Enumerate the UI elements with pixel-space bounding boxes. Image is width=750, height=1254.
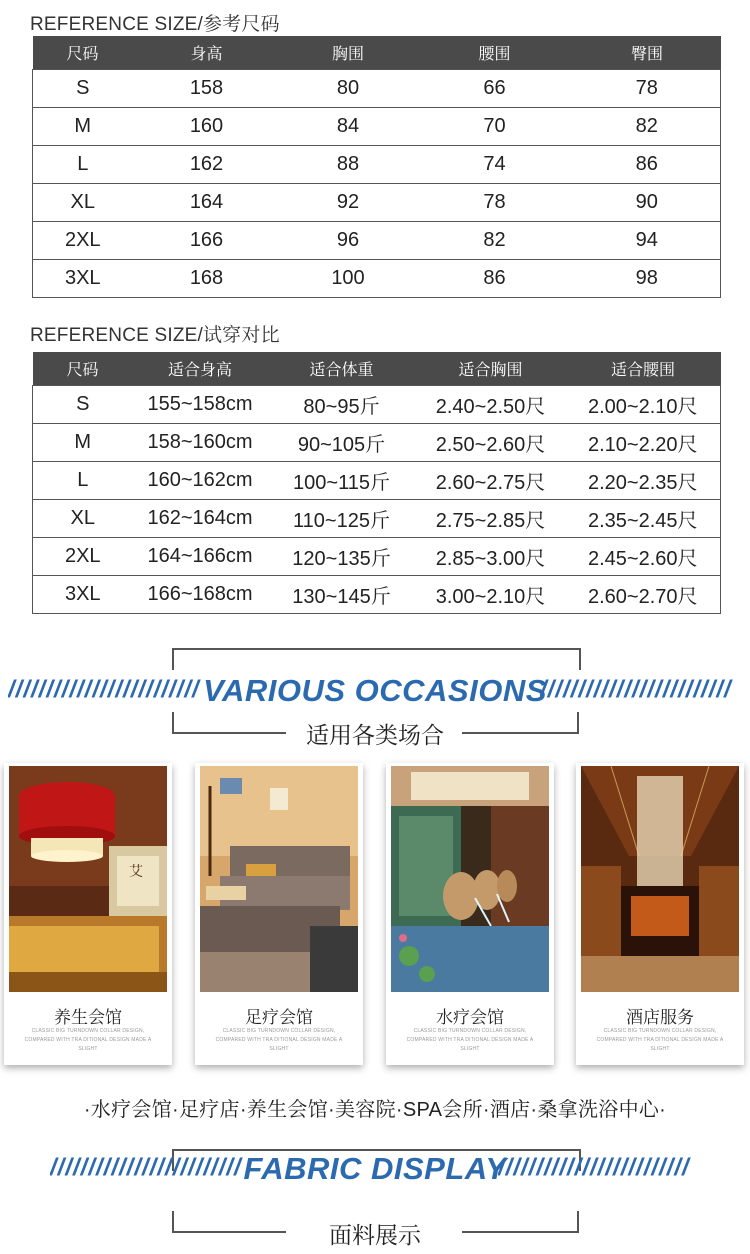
table-cell: 158: [133, 70, 281, 108]
size-chart-table: [32, 36, 721, 298]
size-cell: S: [33, 70, 133, 108]
slash-decoration-left: /////////////////////////: [8, 676, 200, 703]
table-cell: 80: [281, 70, 416, 108]
slash-decoration-right: /////////////////////////: [540, 676, 732, 703]
occasion-card: [195, 763, 363, 1065]
table-cell: 80~95斤: [268, 386, 416, 424]
table-cell: 2.35~2.45尺: [566, 500, 721, 538]
table-row: [33, 500, 721, 538]
table-cell: 166~168cm: [133, 576, 268, 614]
slash-decoration-right: /////////////////////////: [498, 1154, 690, 1181]
header-cell: 适合腰围: [566, 352, 721, 386]
fabric-banner: [0, 1149, 750, 1254]
table-row: [33, 424, 721, 462]
occasion-card: [576, 763, 744, 1065]
table-cell: 2.20~2.35尺: [566, 462, 721, 500]
table-header-row: [33, 36, 721, 70]
table-cell: 2.00~2.10尺: [566, 386, 721, 424]
header-cell: 适合胸围: [416, 352, 566, 386]
table-row: [33, 222, 721, 260]
size-cell: XL: [33, 184, 133, 222]
table-cell: 86: [416, 260, 574, 298]
size-cell: L: [33, 146, 133, 184]
table-cell: 98: [574, 260, 721, 298]
table-cell: 88: [281, 146, 416, 184]
water-spa-photo: [391, 766, 549, 992]
table-cell: 168: [133, 260, 281, 298]
table-header-row: [33, 352, 721, 386]
table-cell: 164~166cm: [133, 538, 268, 576]
hotel-lobby-photo: [581, 766, 739, 992]
table-row: [33, 146, 721, 184]
table-cell: 96: [281, 222, 416, 260]
table-cell: 160~162cm: [133, 462, 268, 500]
size-cell: 2XL: [33, 538, 133, 576]
header-cell: 尺码: [33, 352, 133, 386]
size-cell: XL: [33, 500, 133, 538]
table-cell: 2.45~2.60尺: [566, 538, 721, 576]
table-cell: 162~164cm: [133, 500, 268, 538]
foot-spa-photo: [200, 766, 358, 992]
size-cell: 3XL: [33, 260, 133, 298]
card-caption: 酒店服务: [626, 1008, 694, 1027]
header-cell: 腰围: [416, 36, 574, 70]
table-cell: 70: [416, 108, 574, 146]
table-cell: 2.10~2.20尺: [566, 424, 721, 462]
size-cell: S: [33, 386, 133, 424]
table-row: [33, 386, 721, 424]
table-cell: 2.75~2.85尺: [416, 500, 566, 538]
table-cell: 90~105斤: [268, 424, 416, 462]
table-cell: 3.00~2.10尺: [416, 576, 566, 614]
wellness-room-photo: [9, 766, 167, 992]
table-row: [33, 70, 721, 108]
table-cell: 90: [574, 184, 721, 222]
table-row: [33, 462, 721, 500]
fit-chart-title: REFERENCE SIZE/试穿对比: [30, 325, 280, 346]
table-cell: 120~135斤: [268, 538, 416, 576]
occasion-card: [4, 763, 172, 1065]
table-cell: 82: [574, 108, 721, 146]
table-row: [33, 538, 721, 576]
occasion-cards: [0, 763, 750, 1068]
slash-decoration-left: /////////////////////////: [50, 1154, 242, 1181]
table-cell: 86: [574, 146, 721, 184]
bracket-top: [172, 648, 581, 670]
card-caption: 养生会馆: [54, 1008, 122, 1027]
table-row: [33, 108, 721, 146]
table-cell: 66: [416, 70, 574, 108]
table-cell: 164: [133, 184, 281, 222]
card-fine-print: CLASSIC BIG TURNDOWN COLLAR DESIGN, COMPARED WITH TRA DITIONAL DESIGN MADE A SLIGHT: [215, 1028, 343, 1052]
occasion-card: [386, 763, 554, 1065]
size-cell: 3XL: [33, 576, 133, 614]
table-row: [33, 184, 721, 222]
card-fine-print: CLASSIC BIG TURNDOWN COLLAR DESIGN, COMPARED WITH TRA DITIONAL DESIGN MADE A SLIGHT: [24, 1028, 152, 1052]
size-cell: M: [33, 108, 133, 146]
table-cell: 160: [133, 108, 281, 146]
header-cell: 适合身高: [133, 352, 268, 386]
table-row: [33, 576, 721, 614]
venue-list: ·水疗会馆·足疗店·养生会馆·美容院·SPA会所·酒店·桑拿洗浴中心·: [83, 1099, 667, 1121]
size-chart-title: REFERENCE SIZE/参考尺码: [30, 14, 280, 35]
table-cell: 2.40~2.50尺: [416, 386, 566, 424]
table-cell: 82: [416, 222, 574, 260]
size-cell: L: [33, 462, 133, 500]
header-cell: 适合体重: [268, 352, 416, 386]
card-fine-print: CLASSIC BIG TURNDOWN COLLAR DESIGN, COMPARED WITH TRA DITIONAL DESIGN MADE A SLIGHT: [596, 1028, 724, 1052]
table-cell: 78: [574, 70, 721, 108]
header-cell: 胸围: [281, 36, 416, 70]
header-cell: 身高: [133, 36, 281, 70]
table-cell: 100: [281, 260, 416, 298]
header-cell: 尺码: [33, 36, 133, 70]
table-cell: 110~125斤: [268, 500, 416, 538]
card-fine-print: CLASSIC BIG TURNDOWN COLLAR DESIGN, COMPARED WITH TRA DITIONAL DESIGN MADE A SLIGHT: [406, 1028, 534, 1052]
table-cell: 94: [574, 222, 721, 260]
table-cell: 84: [281, 108, 416, 146]
table-cell: 158~160cm: [133, 424, 268, 462]
table-cell: 78: [416, 184, 574, 222]
occasions-banner: [0, 646, 750, 746]
table-cell: 166: [133, 222, 281, 260]
occasions-subtitle: 适用各类场合: [306, 722, 444, 748]
table-cell: 2.85~3.00尺: [416, 538, 566, 576]
table-cell: 2.60~2.70尺: [566, 576, 721, 614]
occasions-title: VARIOUS OCCASIONS: [203, 673, 547, 708]
table-cell: 130~145斤: [268, 576, 416, 614]
table-cell: 155~158cm: [133, 386, 268, 424]
fit-chart-table: [32, 352, 721, 614]
table-row: [33, 260, 721, 298]
fabric-title: FABRIC DISPLAY: [243, 1151, 507, 1186]
table-cell: 2.50~2.60尺: [416, 424, 566, 462]
table-cell: 162: [133, 146, 281, 184]
card-caption: 足疗会馆: [245, 1008, 313, 1027]
table-cell: 100~115斤: [268, 462, 416, 500]
size-cell: 2XL: [33, 222, 133, 260]
table-cell: 74: [416, 146, 574, 184]
size-cell: M: [33, 424, 133, 462]
table-cell: 2.60~2.75尺: [416, 462, 566, 500]
card-caption: 水疗会馆: [436, 1008, 504, 1027]
table-cell: 92: [281, 184, 416, 222]
svg-text:艾: 艾: [129, 864, 143, 880]
header-cell: 臀围: [574, 36, 721, 70]
fabric-subtitle: 面料展示: [329, 1222, 421, 1248]
